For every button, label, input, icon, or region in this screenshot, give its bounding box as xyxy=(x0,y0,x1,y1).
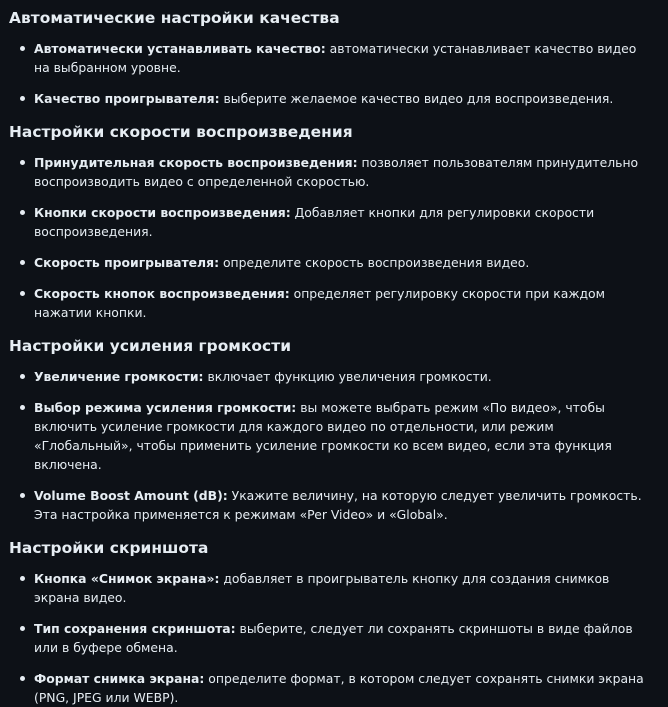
item-term: Качество проигрывателя: xyxy=(34,91,220,106)
item-term: Формат снимка экрана: xyxy=(34,671,205,686)
list-item xyxy=(34,398,658,474)
section-heading: Автоматические настройки качества xyxy=(9,9,340,27)
item-term: Volume Boost Amount (dB): xyxy=(34,488,228,503)
list-item xyxy=(34,253,658,272)
bullet-list xyxy=(9,569,658,707)
item-text: Добавляет кнопки для регулировки скорости воспроизведения. xyxy=(34,205,595,239)
item-text: Укажите величину, на которую следует увеличить громкость. Эта настройка применяется к режимам «Per Video» и «Global». xyxy=(34,488,642,522)
item-text: определите формат, в котором следует сохранять снимки экрана (PNG, JPEG или WEBP). xyxy=(34,671,644,705)
item-text: добавляет в проигрыватель кнопку для создания снимков экрана видео. xyxy=(34,571,610,605)
item-text: определите скорость воспроизведения видео. xyxy=(219,255,530,270)
list-item xyxy=(34,569,658,607)
section-playback-speed xyxy=(9,120,658,322)
section-volume-boost xyxy=(9,334,658,524)
item-term: Тип сохранения скриншота: xyxy=(34,621,236,636)
item-text: позволяет пользователям принудительно воспроизводить видео с определенной скоростью. xyxy=(34,155,639,189)
list-item xyxy=(34,203,658,241)
item-term: Скорость кнопок воспроизведения: xyxy=(34,286,290,301)
item-term: Автоматически устанавливать качество: xyxy=(34,41,326,56)
list-item xyxy=(34,153,658,191)
item-text: выберите желаемое качество видео для воспроизведения. xyxy=(219,91,614,106)
item-term: Принудительная скорость воспроизведения: xyxy=(34,155,358,170)
item-text: выберите, следует ли сохранять скриншоты в виде файлов или в буфере обмена. xyxy=(34,621,633,655)
section-screenshot xyxy=(9,536,658,707)
item-term: Кнопка «Снимок экрана»: xyxy=(34,571,220,586)
list-item xyxy=(34,669,658,707)
list-item xyxy=(34,39,658,77)
section-heading: Настройки усиления громкости xyxy=(9,337,292,355)
list-item xyxy=(34,284,658,322)
item-term: Скорость проигрывателя: xyxy=(34,255,220,270)
item-text: автоматически устанавливает качество видео на выбранном уровне. xyxy=(34,41,637,75)
bullet-list xyxy=(9,153,658,322)
section-auto-quality xyxy=(9,6,658,108)
item-term: Увеличение громкости: xyxy=(34,369,204,384)
bullet-list xyxy=(9,39,658,108)
list-item xyxy=(34,89,658,108)
item-term: Кнопки скорости воспроизведения: xyxy=(34,205,291,220)
item-text: включает функцию увеличения громкости. xyxy=(203,369,492,384)
list-item xyxy=(34,486,658,524)
list-item xyxy=(34,367,658,386)
list-item xyxy=(34,619,658,657)
section-heading: Настройки скриншота xyxy=(9,539,209,557)
item-text: вы можете выбрать режим «По видео», чтобы включить усиление громкости для каждого видео по отдельности, или режим «Глобальный», чтобы применить усиление громкости ко всем видео, если эта функция включена. xyxy=(34,400,612,472)
item-text: определяет регулировку скорости при каждом нажатии кнопки. xyxy=(34,286,605,320)
item-term: Выбор режима усиления громкости: xyxy=(34,400,297,415)
section-heading: Настройки скорости воспроизведения xyxy=(9,123,353,141)
bullet-list xyxy=(9,367,658,524)
